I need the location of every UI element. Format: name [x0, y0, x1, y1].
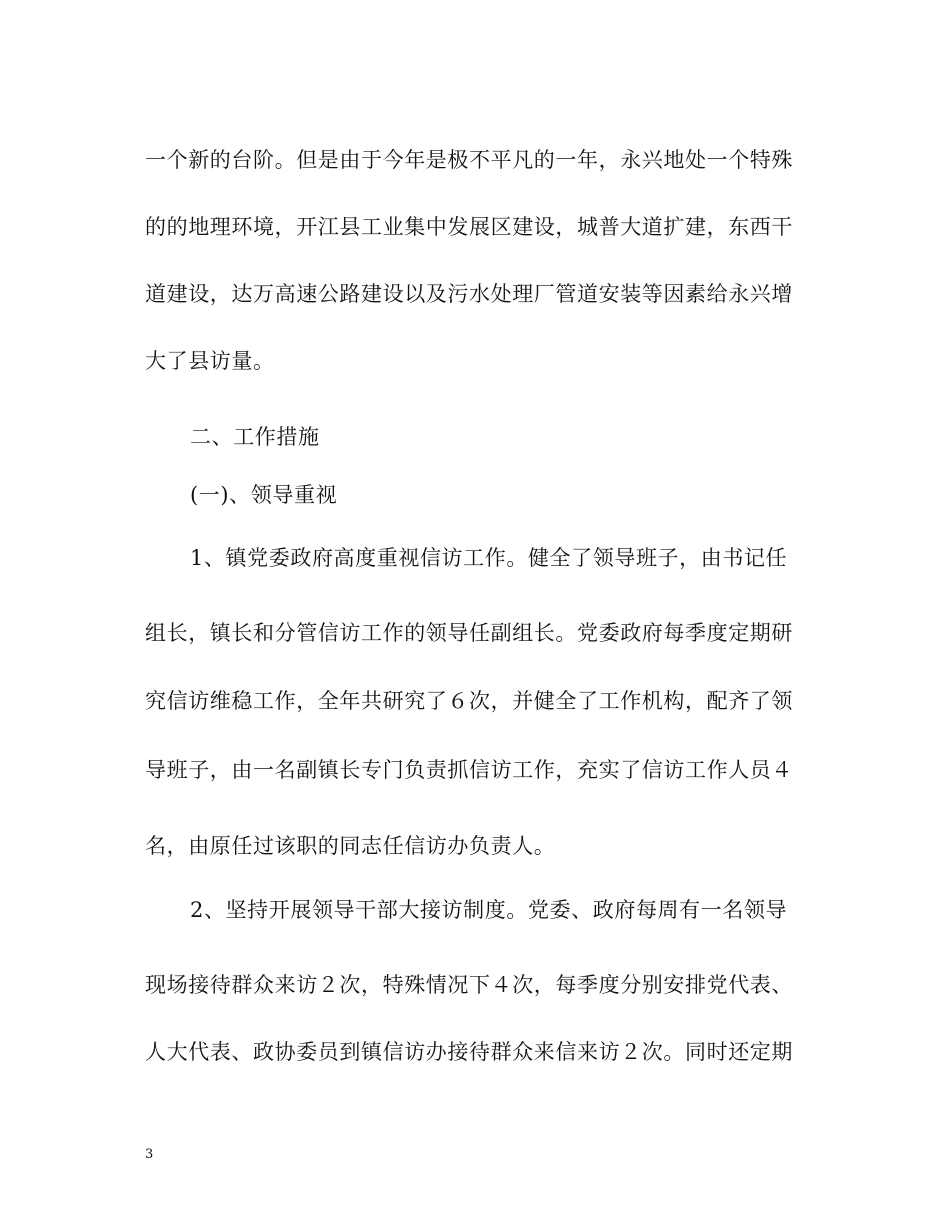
body-text-line: 的的地理环境，开江县工业集中发展区建设，城普大道扩建，东西干 [145, 215, 793, 239]
page-number: 3 [145, 1147, 154, 1162]
body-text-line: 人大代表、政协委员到镇信访办接待群众来信来访２次。同时还定期 [145, 1040, 793, 1064]
body-text-line: 大了县访量。 [145, 349, 275, 373]
subsection-heading: (一)、领导重视 [190, 483, 338, 507]
body-text-line: 名，由原任过该职的同志任信访办负责人。 [145, 834, 556, 858]
section-heading: 二、工作措施 [190, 425, 320, 449]
body-text-line: 1、镇党委政府高度重视信访工作。健全了领导班子，由书记任 [190, 546, 788, 570]
body-text-line: 现场接待群众来访２次，特殊情况下４次，每季度分别安排党代表、 [145, 973, 793, 997]
body-text-line: 一个新的台阶。但是由于今年是极不平凡的一年，永兴地处一个特殊 [145, 148, 793, 172]
body-text-line: 导班子，由一名副镇长专门负责抓信访工作，充实了信访工作人员４ [145, 758, 793, 782]
body-text-line: 道建设，达万高速公路建设以及污水处理厂管道安装等因素给永兴增 [145, 282, 793, 306]
body-text-line: 究信访维稳工作，全年共研究了６次，并健全了工作机构，配齐了领 [145, 689, 793, 713]
body-text-line: 组长，镇长和分管信访工作的领导任副组长。党委政府每季度定期研 [145, 621, 793, 645]
body-text-line: 2、坚持开展领导干部大接访制度。党委、政府每周有一名领导 [190, 898, 788, 922]
